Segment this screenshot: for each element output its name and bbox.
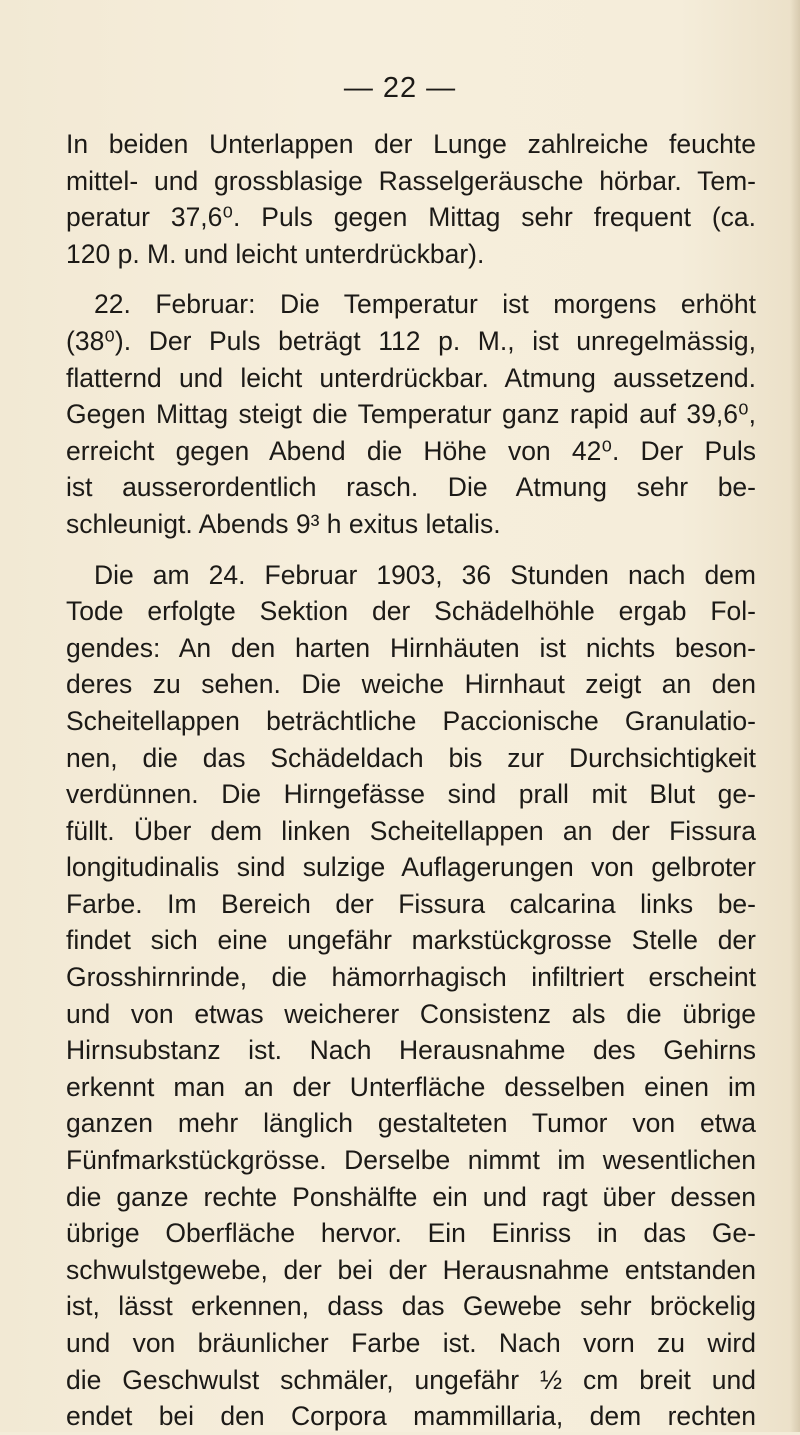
text-line: (38⁰). Der Puls beträgt 112 p. M., ist unregelmässig, bbox=[66, 325, 756, 356]
text-line: longitudinalis sind sulzige Auflagerungen von gelbroter bbox=[66, 852, 756, 883]
text-line: 120 p. M. und leicht unterdrückbar). bbox=[66, 238, 485, 269]
text-line: die ganze rechte Ponshälfte ein und ragt über dessen bbox=[66, 1181, 756, 1212]
text-line: Scheitellappen beträchtliche Paccionische Granulatio- bbox=[66, 705, 756, 736]
text-line: Grosshirnrinde, die hämorrhagisch infiltriert erscheint bbox=[66, 962, 756, 993]
text-line: Die am 24. Februar 1903, 36 Stunden nach dem bbox=[94, 559, 756, 590]
text-line: Hirnsubstanz ist. Nach Herausnahme des Gehirns bbox=[66, 1035, 756, 1066]
text-line: nen, die das Schädeldach bis zur Durchsichtigkeit bbox=[66, 742, 756, 773]
text-line: 22. Februar: Die Temperatur ist morgens erhöht bbox=[94, 289, 756, 320]
text-line: flatternd und leicht unterdrückbar. Atmung aussetzend. bbox=[66, 362, 756, 393]
text-line: Tode erfolgte Sektion der Schädelhöhle ergab Fol- bbox=[66, 596, 756, 627]
page-number: — 22 — bbox=[343, 72, 457, 104]
text-line: Farbe. Im Bereich der Fissura calcarina links be- bbox=[66, 888, 756, 919]
text-line: verdünnen. Die Hirngefässe sind prall mit Blut ge- bbox=[66, 779, 756, 810]
text-line: In beiden Unterlappen der Lunge zahlreiche feuchte bbox=[66, 129, 756, 159]
text-line: gendes: An den harten Hirnhäuten ist nichts beson- bbox=[66, 632, 756, 663]
text-line: deres zu sehen. Die weiche Hirnhaut zeigt an den bbox=[66, 669, 756, 700]
text-line: füllt. Über dem linken Scheitellappen an der Fissura bbox=[66, 815, 756, 846]
text-line: erkennt man an der Unterfläche desselben einen im bbox=[66, 1071, 756, 1102]
text-line: und von etwas weicherer Consistenz als die übrige bbox=[66, 998, 756, 1029]
paragraph-2 bbox=[66, 286, 756, 542]
paragraph-1 bbox=[66, 126, 756, 272]
text-line: erreicht gegen Abend die Höhe von 42⁰. Der Puls bbox=[66, 435, 756, 466]
text-line: mittel- und grossblasige Rasselgeräusche hörbar. Tem- bbox=[66, 165, 756, 196]
page-body bbox=[66, 126, 756, 1435]
text-line: Gegen Mittag steigt die Temperatur ganz rapid auf 39,6⁰, bbox=[66, 399, 756, 430]
text-line: ganzen mehr länglich gestalteten Tumor von etwa bbox=[66, 1108, 756, 1139]
text-line: und von bräunlicher Farbe ist. Nach vorn zu wird bbox=[66, 1328, 756, 1358]
paragraph-3 bbox=[66, 557, 756, 1435]
text-line: ist ausserordentlich rasch. Die Atmung sehr be- bbox=[66, 472, 756, 503]
text-line: ist, lässt erkennen, dass das Gewebe sehr bröckelig bbox=[66, 1291, 756, 1322]
text-line: findet sich eine ungefähr markstückgrosse Stelle der bbox=[66, 925, 756, 956]
text-line: die Geschwulst schmäler, ungefähr ½ cm breit und bbox=[66, 1364, 756, 1395]
text-line: übrige Oberfläche hervor. Ein Einriss in das Ge- bbox=[66, 1218, 756, 1249]
text-line: peratur 37,6⁰. Puls gegen Mittag sehr frequent (ca. bbox=[66, 202, 756, 233]
text-line: schleunigt. Abends 9³ h exitus letalis. bbox=[66, 508, 501, 539]
text-line: endet bei den Corpora mammillaria, dem rechten bbox=[66, 1401, 756, 1432]
text-line: Fünfmarkstückgrösse. Derselbe nimmt im wesentlichen bbox=[66, 1145, 756, 1176]
text-line: schwulstgewebe, der bei der Herausnahme entstanden bbox=[66, 1254, 756, 1285]
page-edge-shadow bbox=[790, 0, 800, 1432]
